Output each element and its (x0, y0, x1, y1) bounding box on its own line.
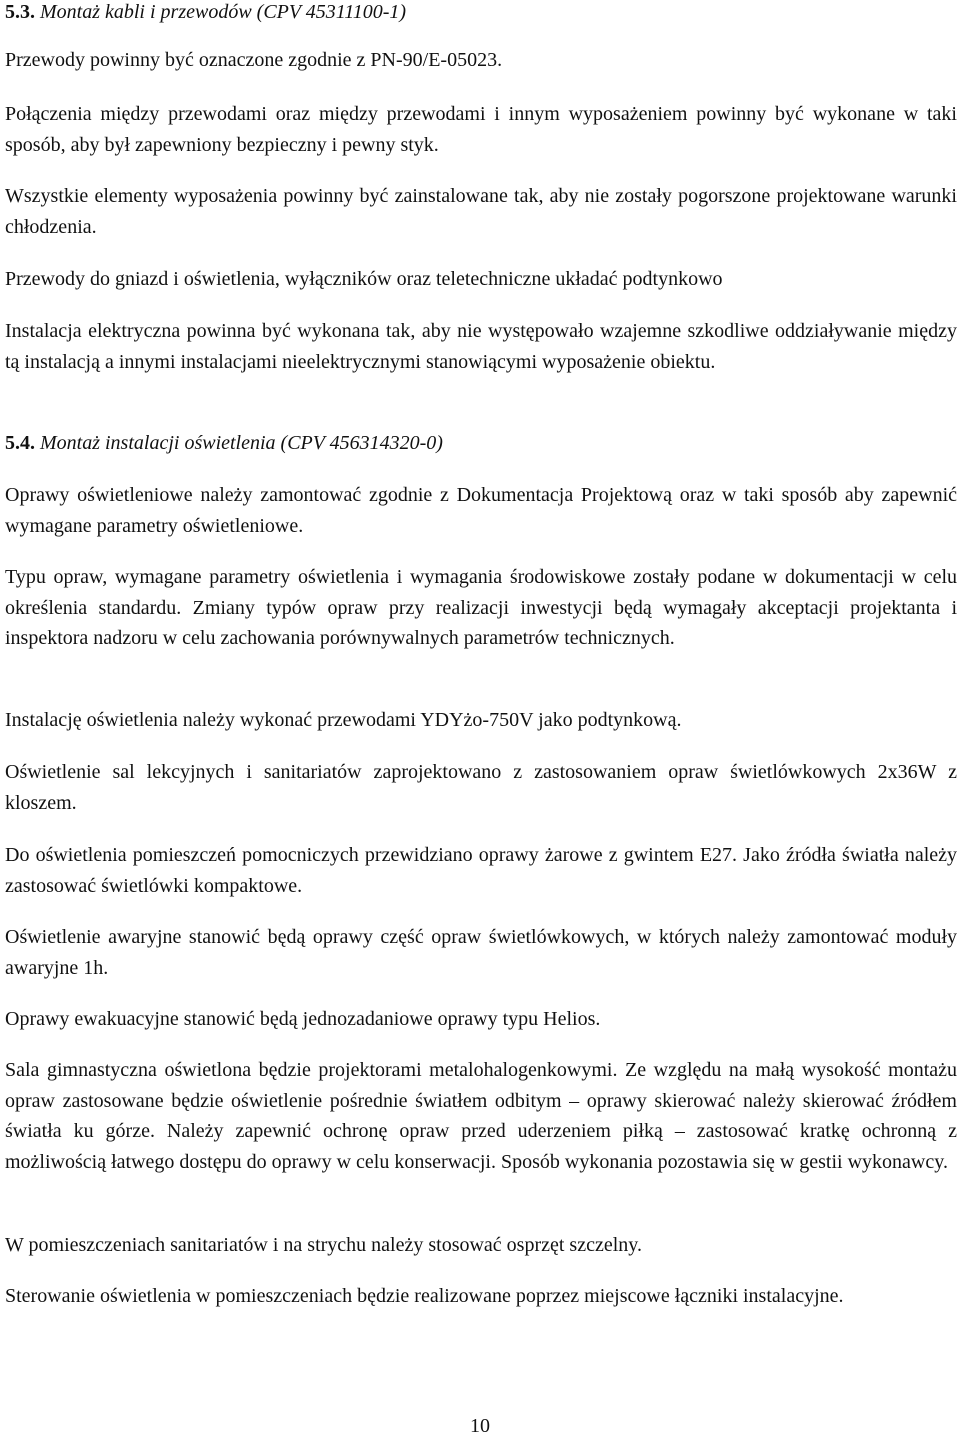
paragraph: Przewody do gniazd i oświetlenia, wyłączników oraz teletechniczne układać podtynkowo (5, 268, 723, 290)
paragraph: Przewody powinny być oznaczone zgodnie z PN-90/E-05023. (5, 49, 503, 71)
section-title: Montaż instalacji oświetlenia (CPV 456314320-0) (40, 432, 443, 454)
section-heading-5-4 (5, 428, 957, 459)
section-title: Montaż kabli i przewodów (CPV 45311100-1) (40, 1, 407, 23)
paragraph: Do oświetlenia pomieszczeń pomocniczych przewidziano oprawy żarowe z gwintem E27. Jako źródła światła należy zastosować świetlówki kompaktowe. (5, 844, 957, 897)
paragraph: Sterowanie oświetlenia w pomieszczeniach będzie realizowane poprzez miejscowe łączniki instalacyjne. (5, 1285, 844, 1307)
paragraph: Oświetlenie awaryjne stanowić będą oprawy część opraw świetlówkowych, w których należy zamontować moduły awaryjne 1h. (5, 926, 957, 979)
paragraph: Oświetlenie sal lekcyjnych i sanitariatów zaprojektowano z zastosowaniem opraw świetlówkowych 2x36W z kloszem. (5, 761, 957, 814)
paragraph: W pomieszczeniach sanitariatów i na strychu należy stosować osprzęt szczelny. (5, 1234, 642, 1256)
section-heading-5-3 (5, 0, 957, 28)
paragraph: Oprawy ewakuacyjne stanowić będą jednozadaniowe oprawy typu Helios. (5, 1008, 601, 1030)
paragraph: Instalacja elektryczna powinna być wykonana tak, aby nie występowało wzajemne szkodliwe oddziaływanie między tą instalacją a innymi instalacjami nieelektrycznymi stanowiącymi wyposażenie obiektu. (5, 320, 957, 373)
paragraph: Wszystkie elementy wyposażenia powinny być zainstalowane tak, aby nie zostały pogorszone projektowane warunki chłodzenia. (5, 185, 957, 238)
section-number: 5.4. (5, 432, 35, 454)
paragraph: Połączenia między przewodami oraz między przewodami i innym wyposażeniem powinny być wykonane w taki sposób, aby był zapewniony bezpieczny i pewny styk. (5, 103, 957, 156)
section-number: 5.3. (5, 1, 35, 23)
paragraph: Instalację oświetlenia należy wykonać przewodami YDYżo-750V jako podtynkową. (5, 709, 682, 731)
paragraph: Typu opraw, wymagane parametry oświetlenia i wymagania środowiskowe zostały podane w dokumentacji w celu określenia standardu. Zmiany typów opraw przy realizacji inwestycji będą wymagały akceptacji projektanta i inspektora nadzoru w celu zachowania porównywalnych parametrów technicznych. (5, 566, 957, 649)
paragraph: Oprawy oświetleniowe należy zamontować zgodnie z Dokumentacja Projektową oraz w taki sposób aby zapewnić wymagane parametry oświetleniowe. (5, 484, 957, 537)
paragraph: Sala gimnastyczna oświetlona będzie projektorami metalohalogenkowymi. Ze względu na małą wysokość montażu opraw zastosowane będzie oświetlenie pośrednie światłem odbitym – oprawy skierować należy skierować źródłem światła ku górze. Należy zapewnić ochronę opraw przed uderzeniem piłką – zastosować kratkę ochronną z możliwością łatwego dostępu do oprawy w celu konserwacji. Sposób wykonania pozostawia się w gestii wykonawcy. (5, 1059, 957, 1173)
page-number: 10 (470, 1415, 490, 1437)
